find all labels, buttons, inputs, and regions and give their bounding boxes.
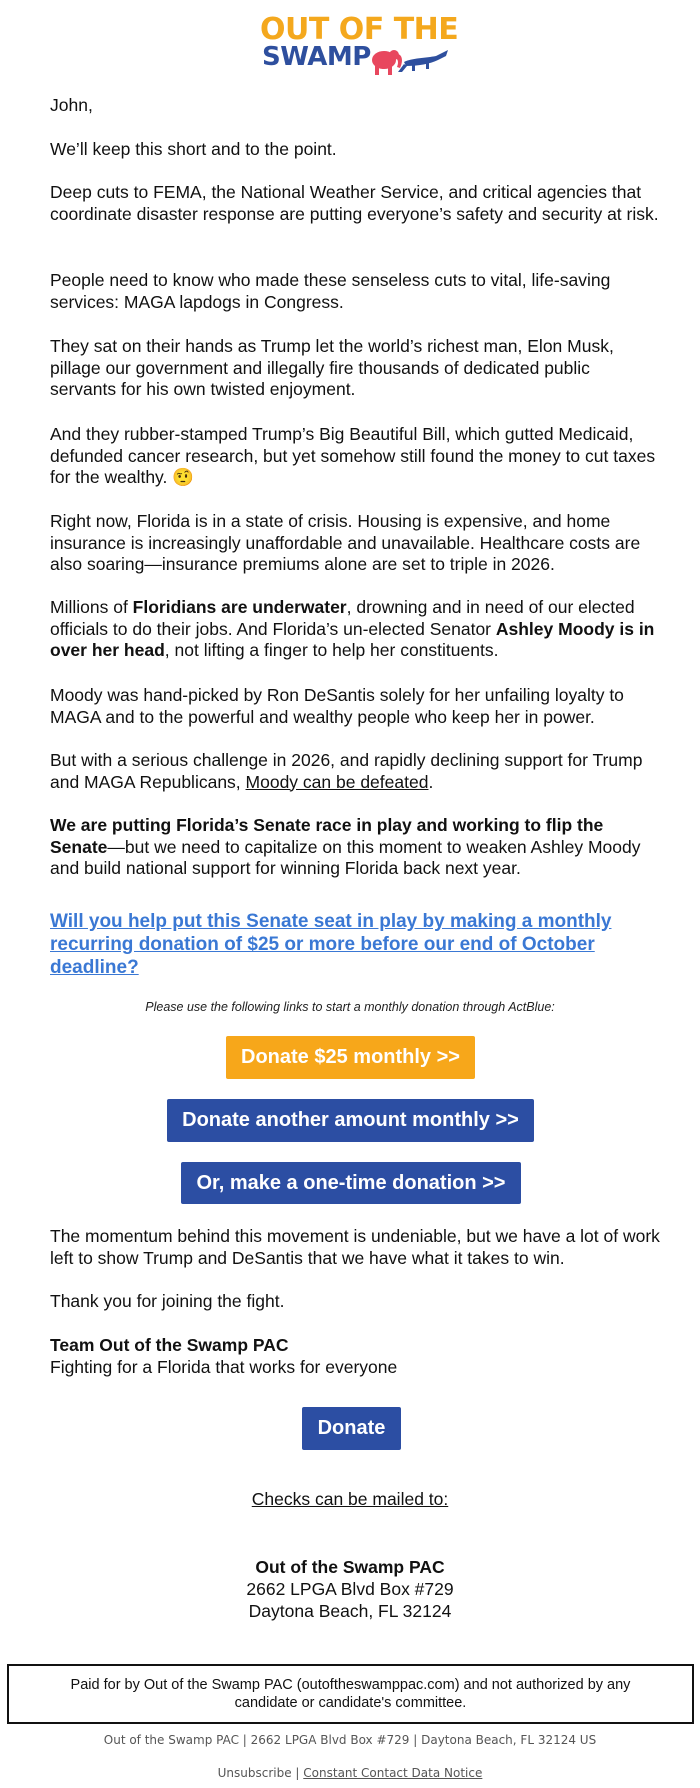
paragraph-floridians: [50, 597, 660, 662]
logo-line-2: SWAMP: [262, 42, 371, 72]
paragraph-desantis: Moody was hand-picked by Ron DeSantis solely for her unfailing loyalty to MAGA and to the powerful and wealthy people who keep her in power.: [50, 685, 624, 727]
text-span: Millions of: [50, 597, 133, 617]
unsubscribe-link[interactable]: Unsubscribe: [217, 1766, 292, 1780]
paragraph-florida-crisis: Right now, Florida is in a state of crisis. Housing is expensive, and home insurance is increasingly unaffordable and unavailable. Healthcare costs are also soaring—insurance premiums alone are set to triple in 2026.: [50, 511, 641, 574]
logo-line-1: OUT OF THE: [260, 12, 459, 47]
paid-for-disclaimer: [7, 1664, 694, 1724]
paragraph-momentum: The momentum behind this movement is undeniable, but we have a lot of work left to show Trump and DeSantis that we have what it takes to win.: [50, 1226, 660, 1268]
paragraph-flip-senate: [50, 815, 660, 880]
paragraph-fema-cuts: Deep cuts to FEMA, the National Weather Service, and critical agencies that coordinate disaster response are putting everyone’s safety and security at risk.: [50, 182, 659, 224]
signature-tagline: Fighting for a Florida that works for everyone: [50, 1357, 398, 1377]
greeting: John,: [50, 95, 93, 115]
signature-name: Team Out of the Swamp PAC: [50, 1335, 289, 1355]
paragraph-big-bill: [50, 424, 660, 489]
mail-heading: Checks can be mailed to:: [251, 1489, 449, 1509]
bold-span: Ashley Moody is in over her head: [50, 618, 655, 660]
paragraph-intro: We’ll keep this short and to the point.: [50, 139, 337, 159]
donate-25-monthly-button[interactable]: Donate $25 monthly >>: [226, 1036, 475, 1079]
mail-city: Daytona Beach, FL 32124: [248, 1601, 452, 1621]
logo-mark: [260, 12, 459, 76]
disclaimer-text: Paid for by Out of the Swamp PAC (outoftheswamppac.com) and not authorized by any candidate or candidate's committee.: [70, 1677, 631, 1711]
monthly-donation-link[interactable]: Will you help put this Senate seat in play by making a monthly recurring donation of $25 or more before our end of October deadline?: [50, 911, 612, 978]
text-span: But with a serious challenge in 2026, and rapidly declining support for Trump and MAGA Republicans,: [50, 750, 643, 792]
bold-span: We are putting Florida’s Senate race in play and working to flip the Senate: [50, 815, 604, 857]
paragraph-challenge: [50, 750, 660, 793]
paragraph-musk: They sat on their hands as Trump let the world’s richest man, Elon Musk, pillage our government and illegally fire thousands of dedicated public servants for his own twisted enjoyment.: [50, 336, 614, 399]
donate-other-amount-button[interactable]: Donate another amount monthly >>: [167, 1099, 534, 1142]
elephant-alligator-icon: [366, 42, 450, 76]
moody-defeated-link[interactable]: Moody can be defeated: [245, 771, 429, 792]
thinking-face-icon: 🤨: [172, 467, 195, 487]
footer-links: [0, 1766, 700, 1780]
footer-separator: |: [291, 1766, 304, 1780]
actblue-note: Please use the following links to start a monthly donation through ActBlue:: [145, 1000, 555, 1014]
text-span: , drowning and in need of our elected officials to do their jobs. And Florida’s un-elected Senator: [50, 597, 635, 639]
one-time-donation-button[interactable]: Or, make a one-time donation >>: [181, 1162, 521, 1204]
text-span: , not lifting a finger to help her constituents.: [164, 640, 499, 660]
donate-button[interactable]: Donate: [302, 1407, 401, 1450]
bold-span: Floridians are underwater: [132, 597, 347, 617]
text-span: .: [428, 771, 434, 792]
paragraph-big-bill-text: And they rubber-stamped Trump’s Big Beautiful Bill, which gutted Medicaid, defunded cancer research, but yet somehow still found the money to cut taxes for the wealthy.: [50, 424, 656, 487]
mail-org: Out of the Swamp PAC: [255, 1557, 445, 1577]
text-span: —but we need to capitalize on this moment to weaken Ashley Moody and build national support for winning Florida back next year.: [50, 836, 641, 878]
paragraph-maga-lapdogs: People need to know who made these senseless cuts to vital, life-saving services: MAGA lapdogs in Congress.: [50, 270, 611, 312]
footer-address: Out of the Swamp PAC | 2662 LPGA Blvd Box #729 | Daytona Beach, FL 32124 US: [103, 1733, 597, 1747]
mail-street: 2662 LPGA Blvd Box #729: [246, 1579, 454, 1599]
paragraph-thanks: Thank you for joining the fight.: [50, 1291, 285, 1311]
logo[interactable]: [0, 14, 700, 76]
data-notice-link[interactable]: Constant Contact Data Notice: [303, 1766, 483, 1780]
